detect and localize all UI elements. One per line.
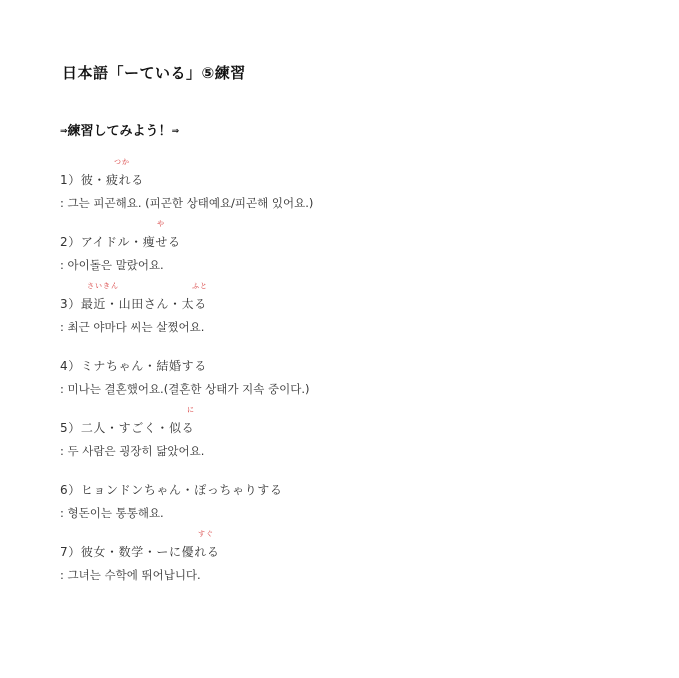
exercise-item: [60, 405, 660, 459]
exercise-item: [60, 157, 660, 211]
furigana: に: [187, 406, 195, 414]
exercise-item: [60, 219, 660, 273]
furigana: ふと: [192, 282, 208, 290]
exercise-sentence: 2）アイドル・痩せる: [60, 235, 181, 249]
furigana: つか: [114, 158, 130, 166]
exercise-translation: : 아이돌은 말랐어요.: [60, 258, 164, 272]
exercise-translation: : 그녀는 수학에 뛰어납니다.: [60, 568, 201, 582]
exercise-translation: : 미나는 결혼했어요.(결혼한 상태가 지속 중이다.): [60, 382, 310, 396]
section-heading-text: 練習してみよう！: [67, 124, 172, 139]
exercise-translation: : 두 사람은 굉장히 닮았어요.: [60, 444, 205, 458]
exercise-translation: : 형돈이는 통통해요.: [60, 506, 164, 520]
exercise-item: [60, 467, 660, 521]
exercise-sentence: 7）彼女・数学・ーに優れる: [60, 545, 220, 559]
exercise-sentence: 6）ヒョンドンちゃん・ぽっちゃりする: [60, 483, 283, 497]
exercise-sentence: 5）二人・すごく・似る: [60, 421, 195, 435]
exercise-sentence: 3）最近・山田さん・太る: [60, 297, 207, 311]
exercise-item: [60, 281, 660, 335]
exercise-item: [60, 529, 660, 583]
section-heading: [60, 120, 179, 139]
exercise-item: [60, 343, 660, 397]
exercise-translation: : 최근 야마다 씨는 살쪘어요.: [60, 320, 205, 334]
furigana: すぐ: [198, 530, 214, 538]
furigana: さいきん: [87, 282, 119, 290]
exercise-sentence: 1）彼・疲れる: [60, 173, 144, 187]
page-title: 日本語「ーている」⑤練習: [62, 64, 246, 82]
arrow-icon: ⇒: [171, 126, 180, 137]
exercise-translation: : 그는 피곤해요. (피곤한 상태예요/피곤해 있어요.): [60, 196, 314, 210]
exercise-sentence: 4）ミナちゃん・結婚する: [60, 359, 207, 373]
arrow-icon: ⇒: [60, 126, 68, 137]
furigana: や: [157, 220, 165, 228]
